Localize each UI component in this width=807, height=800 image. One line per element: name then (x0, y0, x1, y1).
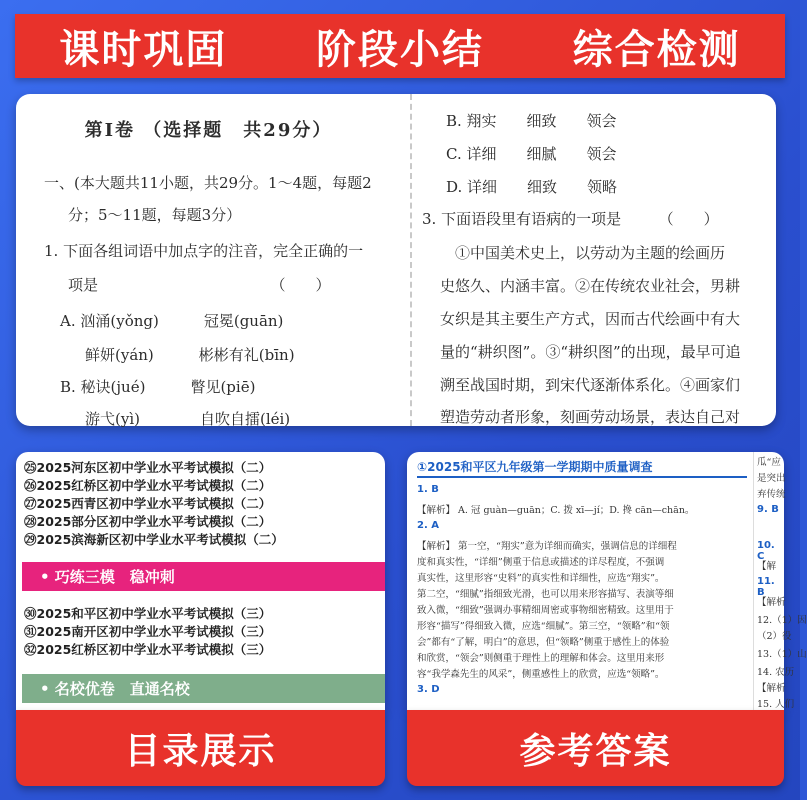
side-line: 弃传统 (757, 489, 786, 500)
toc-section-bar-1: • 巧练三模 稳冲刺 (22, 562, 385, 591)
paper-line: 塑造劳动者形象，刻画劳动场景，表达自己对 (440, 408, 741, 426)
side-number: 9. B (757, 504, 779, 515)
paper-line: B. 翔实 细致 领会 (446, 112, 617, 130)
paper-line: C. 详细 细腻 领会 (446, 145, 617, 163)
side-line: 12.（1）因 (757, 615, 807, 626)
side-line: 瓜“应 (757, 457, 781, 468)
answer-key-preview (407, 452, 807, 710)
side-number: 11. B (757, 576, 775, 598)
column-divider (410, 94, 412, 426)
paper-line: ①中国美术史上，以劳动为主题的绘画历 (440, 244, 726, 262)
banner-item-2: 阶段小结 (315, 26, 484, 73)
paper-line: D. 详细 细致 领略 (446, 178, 618, 196)
paper-line: 史悠久、内涵丰富。②在传统农业社会，男耕 (440, 277, 741, 295)
answer-number: 2. A (417, 520, 439, 531)
paper-line: 游弋(yì) 自吹自擂(léi) (70, 410, 291, 428)
toc-item: ㉛2025南开区初中学业水平考试模拟（三） (24, 624, 272, 639)
answer-line: 度和真实性，“详细”侧重于信息或描述的详尽程度，不强调 (417, 557, 665, 568)
toc-item: ㉗2025西青区初中学业水平考试模拟（二） (24, 496, 272, 511)
toc-item: ㉖2025红桥区初中学业水平考试模拟（二） (24, 478, 272, 493)
answer-line: 【解析】 第一空，“翔实”意为详细而确实，强调信息的详细程 (417, 541, 677, 552)
side-line: 【解析 (757, 683, 786, 694)
toc-section-bar-2: • 名校优卷 直通名校 (22, 674, 385, 703)
paper-line: 项是 （ ） (68, 276, 331, 294)
answer-line: 【解析】 A. 冠 guàn—guān；C. 拨 xī—jí；D. 搀 cān—chān。 (417, 505, 695, 516)
paper-line: 1. 下面各组词语中加点字的注音，完全正确的一 (44, 242, 364, 260)
side-line: 13.（1）山 (757, 649, 807, 660)
answer-number: 3. D (417, 684, 440, 695)
paper-line: 量的“耕织图”。③“耕织图”的出现，最早可追 (440, 343, 741, 361)
side-line: 【解 (757, 561, 777, 572)
toc-item: ㉕2025河东区初中学业水平考试模拟（二） (24, 460, 272, 475)
banner-item-3: 综合检测 (572, 26, 741, 73)
paper-line: 鲜妍(yán) 彬彬有礼(bīn) (70, 346, 295, 364)
answer-line: 容“我学森先生的风采”，侧重感性上的欣赏，应选“领略”。 (417, 669, 665, 680)
answer-number: 1. B (417, 484, 439, 495)
answer-line: 第二空，“细腻”指细致光滑，也可以用来形容描写、表演等细 (417, 589, 674, 600)
paper-line: A. 汹涌(yǒng) 冠冕(guān) (60, 312, 284, 330)
section-title: 第Ⅰ卷 （选择题 共29分） (84, 120, 333, 141)
answer-header: ①2025和平区九年级第一学期期中质量调查 (417, 460, 653, 474)
side-number: 10. C (757, 540, 775, 562)
toc-item: ㉙2025滨海新区初中学业水平考试模拟（二） (24, 532, 284, 547)
label-toc: 目录展示 (16, 710, 385, 786)
toc-preview (16, 452, 385, 710)
toc-item: ㉚2025和平区初中学业水平考试模拟（三） (24, 606, 272, 621)
toc-item: ㉘2025部分区初中学业水平考试模拟（二） (24, 514, 272, 529)
answer-line: 形容“描写”得细致入微，应选“细腻”。第三空，“领略”和“领 (417, 621, 670, 632)
answer-line: 致入微，“细致”强调办事精细周密或事物细密精致。这里用于 (417, 605, 674, 616)
paper-line: 溯至战国时期，到宋代逐渐体系化。④画家们 (440, 376, 741, 394)
paper-right-column (416, 94, 776, 426)
exam-paper-preview (16, 94, 776, 426)
top-banner (15, 14, 785, 78)
side-line: 15. 人们 (757, 699, 795, 710)
paper-line: 一、(本大题共11小题，共29分。1～4题，每题2 (44, 174, 372, 192)
side-line: 【解析 (757, 597, 786, 608)
paper-line: 分；5～11题，每题3分） (68, 206, 242, 224)
answer-line: 和欣赏，“领会”则侧重于理性上的理解和体会。这里用来形 (417, 653, 665, 664)
paper-line: 女织是其主要生产方式，因而古代绘画中有大 (440, 310, 741, 328)
banner-item-1: 课时巩固 (59, 26, 228, 73)
paper-line: B. 秘诀(jué) 瞥见(piē) (60, 378, 256, 396)
header-rule (417, 476, 747, 478)
side-line: 14. 农历 (757, 667, 795, 678)
side-line: （2）役 (757, 631, 792, 642)
side-line: 是突出 (757, 473, 786, 484)
toc-item: ㉜2025红桥区初中学业水平考试模拟（三） (24, 642, 272, 657)
label-answers: 参考答案 (407, 710, 784, 786)
answer-side-column (753, 452, 807, 710)
paper-left-column (16, 94, 401, 426)
paper-line: 3. 下面语段里有语病的一项是 （ ） (422, 210, 719, 228)
answer-line: 会”都有“了解，明白”的意思，但“领略”侧重于感性上的体验 (417, 637, 670, 648)
answer-line: 真实性，这里形容“史料”的真实性和详细性，应选“翔实”。 (417, 573, 665, 584)
